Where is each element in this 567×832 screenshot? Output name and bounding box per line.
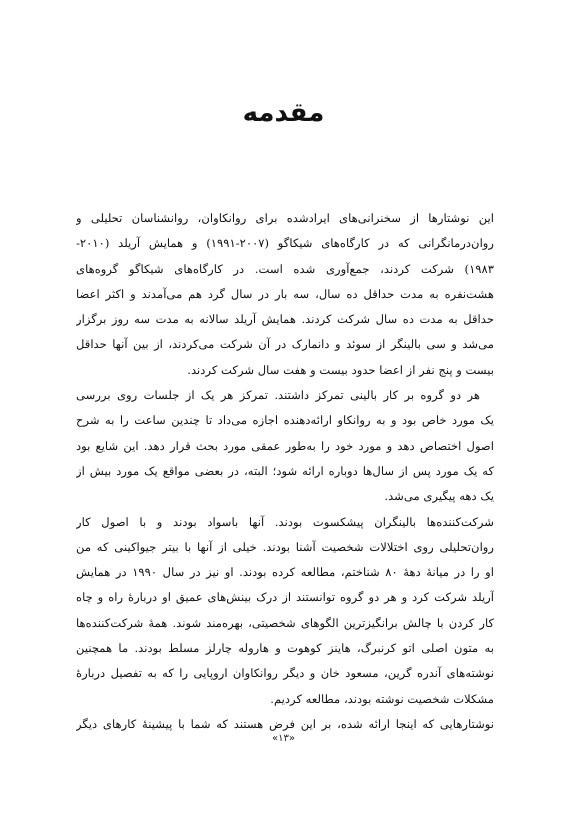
text-line: می‌شد و سی بالینگر از سوئد و دانمارک در آن شرکت می‌کردند، از بین آنها حداقل [76, 337, 494, 352]
text-line: هر دو گروه بر کار بالینی تمرکز داشتند. تمرکز هر یک از جلسات روی بررسی [76, 388, 480, 403]
text-line: یک مورد خاص بود و به روانکاو ارائه‌دهنده اجازه می‌داد تا چندین ساعت را به شرح [76, 413, 494, 428]
text-line: روان‌تحلیلی روی اختلالات شخصیت آشنا بودند. خیلی از آنها با بیتر جیواکینی که من [76, 539, 494, 554]
text-line: ۱۹۸۳) شرکت کردند، جمع‌آوری شده است. در کارگاه‌های شیکاگو گروه‌های [76, 261, 494, 276]
chapter-title: مقدمه [242, 98, 325, 128]
text-line: به متون اصلی اتو کرنبرگ، هاینز کوهوت و هاروله چارلز مسلط بودند. ما همچنین [76, 641, 494, 656]
text-line: نوشته‌های آندره گرین، مسعود خان و دیگر روانکاوان اروپایی را که به تفصیل دربارهٔ [76, 666, 494, 681]
text-line: او را در میانهٔ دههٔ ۸۰ شناختم، مطالعه کرده بودند. او نیز در سال ۱۹۹۰ در همایش [76, 565, 494, 580]
text-line: این نوشتارها از سخنرانی‌های ایرادشده برای روانکاوان، روانشناسان تحلیلی و [76, 211, 494, 225]
text-line: آریلد شرکت کرد و هر دو گروه توانستند از درک بینش‌های عمیق او دربارهٔ راه و چاه [76, 590, 494, 605]
text-line: که یک مورد پس از سال‌ها دوباره ارائه شود؛ البته، در بعضی مواقع یک مورد بیش از [76, 463, 494, 478]
text-line: حداقل به مدت ده سال شرکت کردند. همایش آریلد سالانه به مدت سه روز برگزار [76, 312, 494, 327]
text-line: هشت‌نفره به مدت حداقل ده سال، سه بار در سال گرد هم می‌آمدند و اکثر اعضا [76, 286, 494, 301]
text-line: یک دهه پیگیری می‌شد. [384, 489, 494, 504]
text-line: اصول اختصاص دهد و مورد خود را به‌طور عمقی مورد بحث قرار دهد. این شایع بود [76, 438, 494, 453]
text-line: کار کردن با چالش برانگیزترین الگوهای شخصیتی، بهره‌مند شوند. همهٔ شرکت‌کننده‌ها [76, 615, 494, 630]
page-number: «۱۳» [272, 733, 295, 744]
text-line: نوشتارهایی که اینجا ارائه شده، بر این فرض هستند که شما با پیشینهٔ کارهای دیگر [76, 716, 494, 731]
text-line: بیست و پنج نفر از اعضا حدود بیست و هفت سال شرکت کردند. [187, 362, 494, 377]
text-line: روان‌درمانگرانی که در کارگاه‌های شیکاگو (۲۰۰۷-۱۹۹۱) و همایش آریلد (۲۰۱۰- [76, 236, 494, 251]
text-line: مشکلات شخصیت نوشته بودند، مطالعه کردیم. [270, 691, 494, 706]
body-text [76, 206, 494, 737]
text-line: شرکت‌کننده‌ها بالینگران پیشکسوت بودند. آنها باسواد بودند و با اصول کار [76, 514, 494, 529]
